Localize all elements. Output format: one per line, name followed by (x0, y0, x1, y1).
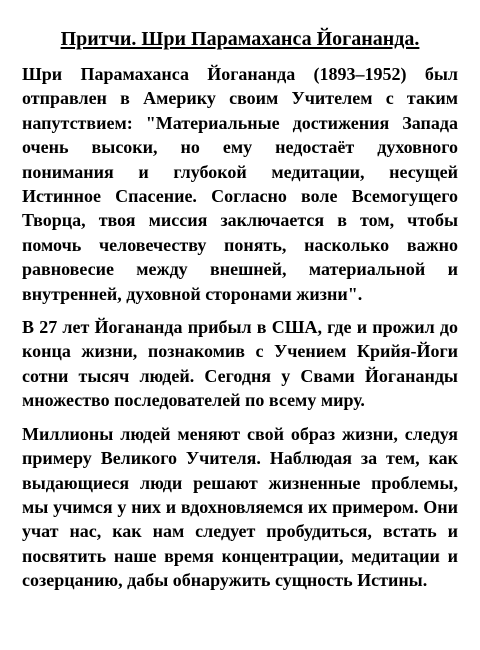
document-title: Притчи. Шри Парамаханса Йогананда. (60, 28, 420, 50)
document-page (22, 26, 458, 602)
paragraph-followers: Миллионы людей меняют свой образ жизни, следуя примеру Великого Учителя. Наблюдая за тем, как выдающиеся люди решают жизненные проблемы, мы учимся у них и вдохновляемся их примером. Они учат нас, как нам следует пробудиться, встать и посвятить наше время концентрации, медитации и созерцанию, дабы обнаружить сущность Истины. (22, 423, 458, 591)
paragraph-biography: Шри Парамаханса Йогананда (1893–1952) был отправлен в Америку своим Учителем с таким напутствием: "Материальные достижения Запада очень высоки, но ему недостаёт духовного понимания и глубокой медитации, несущей Истинное Спасение. Согласно воле Всемогущего Творца, твоя миссия заключается в том, чтобы помочь человечеству понять, насколько важно равновесие между внешней, материальной и внутренней, духовной сторонами жизни". (22, 64, 458, 304)
paragraph-arrival-usa: В 27 лет Йогананда прибыл в США, где и прожил до конца жизни, познакомив с Учением Крийя-Йоги сотни тысяч людей. Сегодня у Свами Йогананды множество последователей по всему миру. (22, 317, 458, 411)
